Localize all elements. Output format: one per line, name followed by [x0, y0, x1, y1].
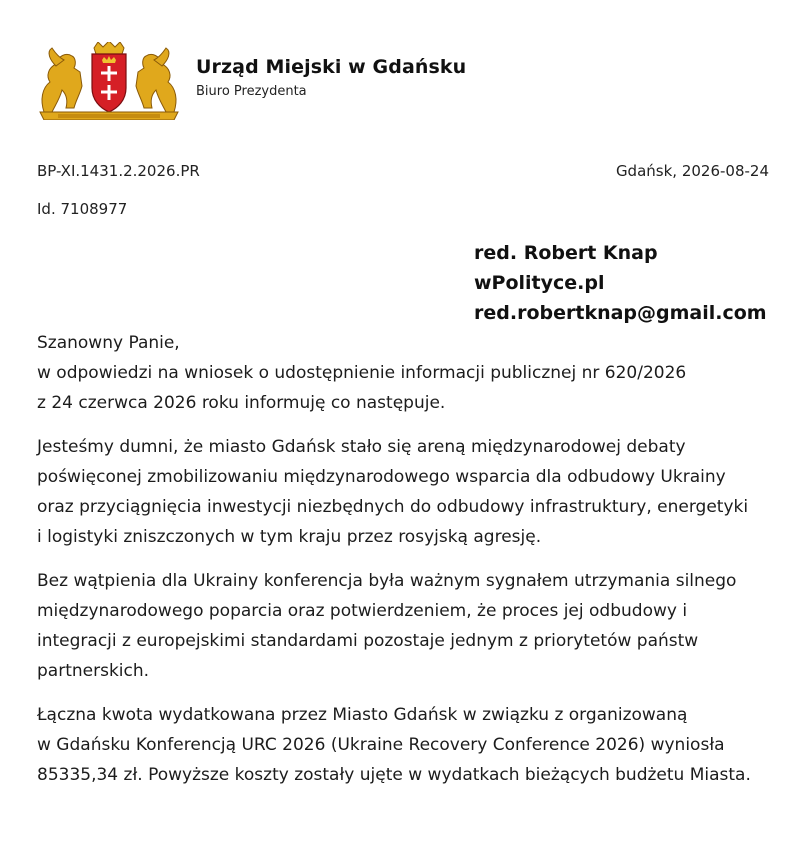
paragraph-2 — [37, 566, 772, 686]
reference-number: BP-XI.1431.2.2026.PR — [37, 162, 200, 180]
paragraph-line: Bez wątpienia dla Ukrainy konferencja była ważnym sygnałem utrzymania silnego — [37, 571, 737, 591]
salutation: Szanowny Panie, — [37, 333, 180, 353]
letter-body — [37, 328, 772, 790]
recipient-outlet: wPolityce.pl — [474, 272, 605, 294]
paragraph-line: Łączna kwota wydatkowana przez Miasto Gdańsk w związku z organizowaną — [37, 705, 688, 725]
paragraph-line: partnerskich. — [37, 661, 150, 681]
intro-line: z 24 czerwca 2026 roku informuję co następuje. — [37, 393, 446, 413]
recipient-block — [474, 238, 767, 328]
office-header — [196, 56, 466, 99]
paragraph-line: międzynarodowego poparcia oraz potwierdzeniem, że proces jej odbudowy i — [37, 601, 688, 621]
paragraph-3 — [37, 700, 772, 790]
paragraph-line: 85335,34 zł. Powyższe koszty zostały ujęte w wydatkach bieżących budżetu Miasta. — [37, 765, 751, 785]
paragraph-1 — [37, 432, 772, 552]
paragraph-line: poświęconej zmobilizowaniu międzynarodowego wsparcia dla odbudowy Ukrainy — [37, 467, 726, 487]
paragraph-line: w Gdańsku Konferencją URC 2026 (Ukraine Recovery Conference 2026) wyniosła — [37, 735, 725, 755]
paragraph-line: oraz przyciągnięcia inwestycji niezbędnych do odbudowy infrastruktury, energetyki — [37, 497, 749, 517]
paragraph-line: i logistyki zniszczonych w tym kraju przez rosyjską agresję. — [37, 527, 542, 547]
place-and-date: Gdańsk, 2026-08-24 — [615, 162, 769, 180]
gdansk-coat-of-arms-icon — [36, 42, 182, 120]
paragraph-line: integracji z europejskimi standardami pozostaje jednym z priorytetów państw — [37, 631, 699, 651]
recipient-email: red.robertknap@gmail.com — [474, 302, 767, 324]
office-name: Urząd Miejski w Gdańsku — [196, 56, 467, 78]
intro-line: w odpowiedzi na wniosek o udostępnienie informacji publicznej nr 620/2026 — [37, 363, 687, 383]
office-department: Biuro Prezydenta — [196, 84, 307, 99]
document-id: Id. 7108977 — [37, 200, 128, 218]
recipient-name: red. Robert Knap — [474, 242, 658, 264]
paragraph-line: Jesteśmy dumni, że miasto Gdańsk stało się areną międzynarodowej debaty — [37, 437, 686, 457]
